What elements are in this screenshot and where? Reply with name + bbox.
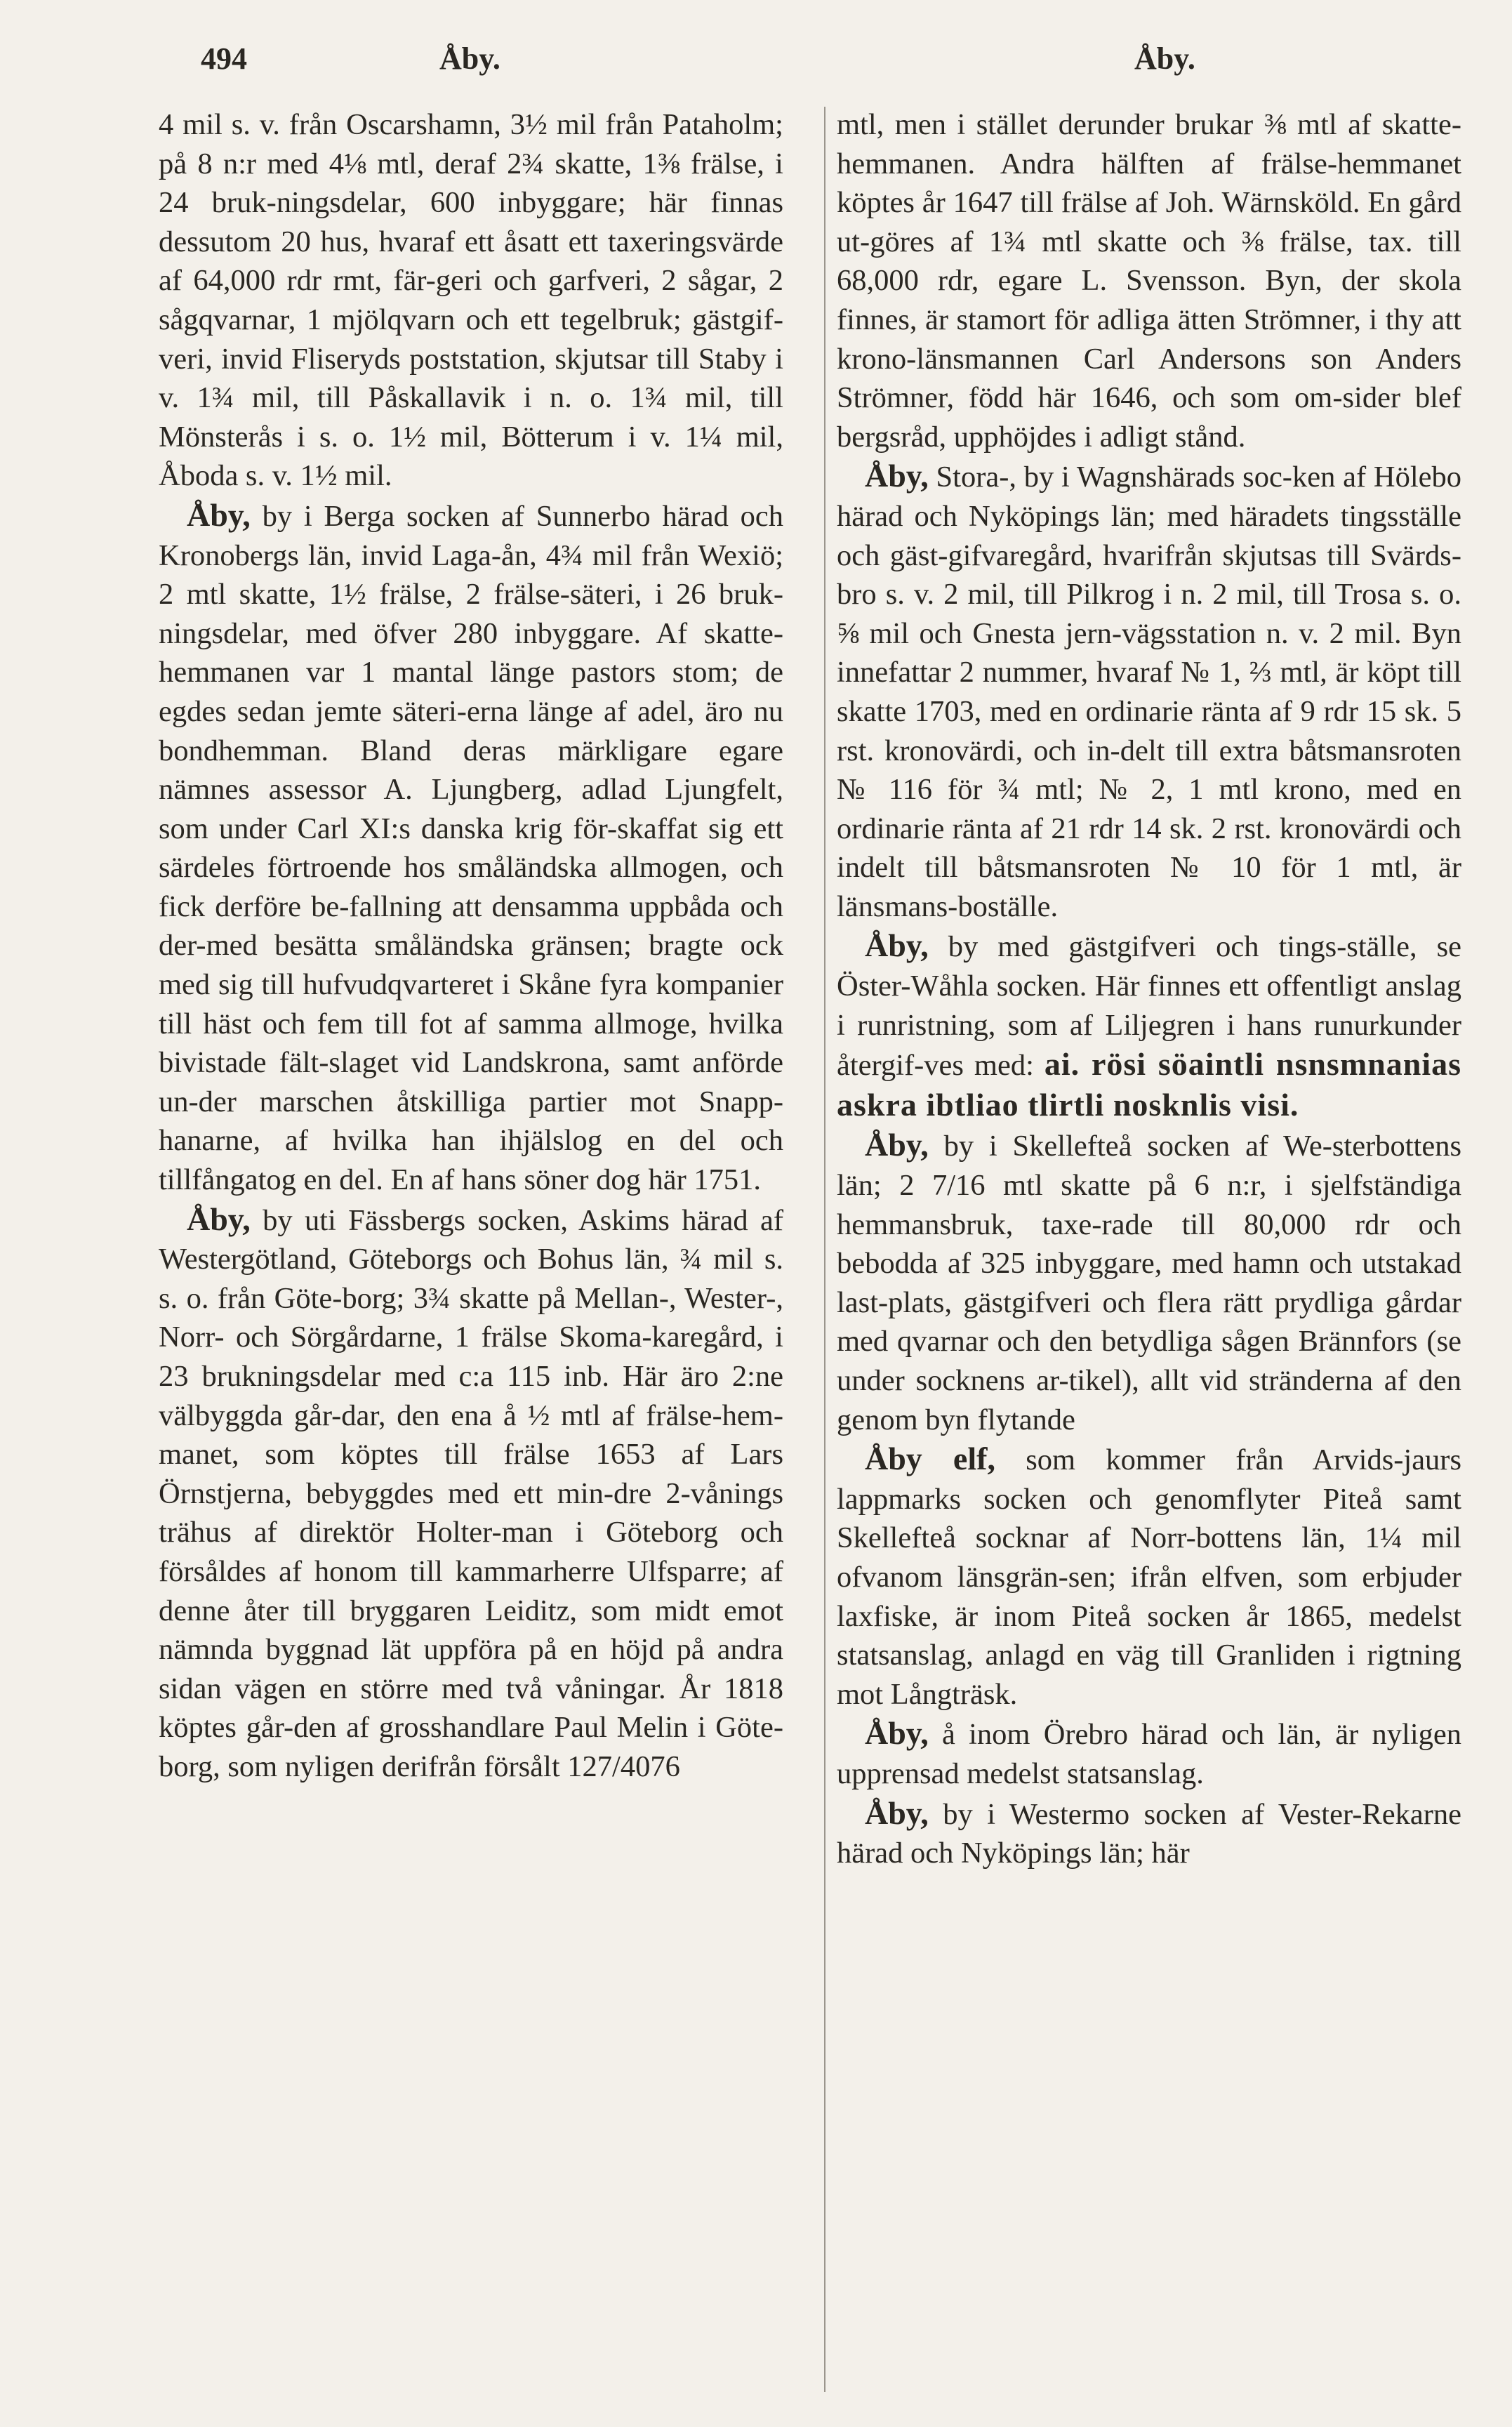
entry-aby-skelleftea (837, 1125, 1461, 1439)
entry-aby-oster-wahla (837, 926, 1461, 1125)
entry-headword: Åby, (865, 458, 929, 494)
entry-headword: Åby elf, (865, 1441, 995, 1477)
entry-text: by i Skellefteå socken af We-sterbottens län; 2 7/16 mtl skatte på 6 n:r, i sjelfständiga hemmansbruk, taxe-rade till 80,000 rdr och bebodda af 325 inbyggare, med hamn och utstakad last-plats, gästgifveri och flera rätt prydliga gårdar med qvarnar och den betydliga sågen Brännfors (se under socknens ar-tikel), allt vid stränderna af den genom byn flytande (837, 1130, 1461, 1436)
entry-headword: Åby, (865, 1794, 929, 1831)
right-column (837, 105, 1461, 1873)
entry-text: å inom Örebro härad och län, är nyligen upprensad medelst statsanslag. (837, 1718, 1461, 1790)
entry-continuation (837, 105, 1461, 456)
entry-headword: Åby, (865, 1127, 929, 1163)
running-head-left: Åby. (439, 41, 500, 76)
entry-aby-westermo (837, 1794, 1461, 1873)
entry-headword: Åby, (865, 1715, 929, 1752)
page-header (0, 41, 1512, 83)
entry-continuation (159, 105, 783, 496)
entry-aby-orebro (837, 1714, 1461, 1793)
left-column (159, 105, 783, 1787)
entry-headword: Åby, (187, 496, 251, 533)
entry-aby-stora (837, 456, 1461, 926)
entry-text: Stora-, by i Wagnshärads soc-ken af Hölebo härad och Nyköpings län; med häradets tingsställe och gäst-gifvaregård, hvarifrån skjutsas till Svärds-bro s. v. 2 mil, till Pilkrog i n. 2 mil, till Trosa s. o. ⅝ mil och Gnesta jern-vägsstation n. v. 2 mil. Byn innefattar 2 nummer, hvaraf № 1, ⅔ mtl, är köpt till skatte 1703, med en ordinarie ränta af 9 rdr 15 sk. 5 rst. kronovärdi, och in-delt till extra båtsmansroten № 116 för ¾ mtl; № 2, 1 mtl krono, med en ordinarie ränta af 21 rdr 14 sk. 2 rst. kronovärdi och indelt till båtsmansroten № 10 för 1 mtl, är länsmans-boställe. (837, 461, 1461, 923)
entry-headword: Åby, (187, 1201, 251, 1237)
entry-aby-fassberg (159, 1200, 783, 1787)
runic-inscription: ai. rösi söaintli nsnsmnanias askra ibtliao tlirtli nosknlis visi. (837, 1046, 1461, 1123)
entry-text: by i Westermo socken af Vester-Rekarne härad och Nyköpings län; här (837, 1797, 1461, 1870)
entry-text: 4 mil s. v. från Oscarshamn, 3½ mil från Pataholm; på 8 n:r med 4⅛ mtl, deraf 2¾ skatte, 1⅜ frälse, i 24 bruk-ningsdelar, 600 inbyggare; här finnas dessutom 20 hus, hvaraf ett åsatt ett taxeringsvärde af 64,000 rdr rmt, fär-geri och garfveri, 2 sågar, 2 sågqvarnar, 1 mjölqvarn och ett tegelbruk; gästgif-veri, invid Fliseryds poststation, skjutsar till Staby i v. 1¾ mil, till Påskallavik i n. o. 1¾ mil, till Mönsterås i s. o. 1½ mil, Bötterum i v. 1¼ mil, Åboda s. v. 1½ mil. (159, 108, 783, 493)
entry-text: som kommer från Arvids-jaurs lappmarks socken och genomflyter Piteå samt Skellefteå socknar af Norr-bottens län, 1¼ mil ofvanom länsgrän-sen; ifrån elfven, som erbjuder laxfiske, är inom Piteå socken år 1865, medelst statsanslag, anlagd en väg till Granliden i rigtning mot Långträsk. (837, 1443, 1461, 1711)
entry-headword: Åby, (865, 927, 929, 964)
entry-text: mtl, men i stället derunder brukar ⅜ mtl af skatte-hemmanen. Andra hälften af frälse-hemmanet köptes år 1647 till frälse af Joh. Wärnsköld. En gård ut-göres af 1¾ mtl skatte och ⅜ frälse, tax. till 68,000 rdr, egare L. Svensson. Byn, der skola finnes, är stamort för adliga ätten Strömner, i thy att krono-länsmannen Carl Andersons son Anders Strömner, född här 1646, och som om-sider blef bergsråd, upphöjdes i adligt stånd. (837, 108, 1461, 454)
column-divider (824, 107, 825, 2392)
entry-text: by uti Fässbergs socken, Askims härad af Westergötland, Göteborgs och Bohus län, ¾ mil s. s. o. från Göte-borg; 3¾ skatte på Mellan-, Wester-, Norr- och Sörgårdarne, 1 frälse Skoma-karegård, i 23 brukningsdelar med c:a 115 inb. Här äro 2:ne välbyggda går-dar, den ena å ½ mtl af frälse-hem-manet, som köptes till frälse 1653 af Lars Örnstjerna, bebyggdes med ett min-dre 2-vånings trähus af direktör Holter-man i Göteborg och försåldes af honom till kammarherre Ulfsparre; af denne åter till bryggaren Leiditz, som midt emot nämnda byggnad lät uppföra på en höjd på andra sidan vägen en större med två våningar. År 1818 köptes går-den af grosshandlare Paul Melin i Göte-borg, som nyligen derifrån försålt 127/4076 (159, 1203, 784, 1783)
entry-text: by med gästgifveri och tings-ställe, se Öster-Wåhla socken. Här finnes ett offentligt anslag i runristning, som af Liljegren i hans runurkunder återgif-ves med: (837, 930, 1462, 1083)
entry-text: by i Berga socken af Sunnerbo härad och Kronobergs län, invid Laga-ån, 4¾ mil från Wexiö; 2 mtl skatte, 1½ frälse, 2 frälse-säteri, i 26 bruk-ningsdelar, med öfver 280 inbyggare. Af skatte-hemmanen var 1 mantal länge pastors stom; de egdes sedan jemte säteri-erna länge af adel, äro nu bondhemman. Bland deras märkligare egare nämnes assessor A. Ljungberg, adlad Ljungfelt, som under Carl XI:s danska krig för-skaffat sig ett särdeles förtroende hos småländska allmogen, och fick derföre be-fallning att densamma uppbåda och der-med besätta småländska gränsen; bragte ock med sig till hufvudqvarteret i Skåne fyra kompanier till häst och fem till fot af samma allmoge, hvilka bivistade fält-slaget vid Landskrona, samt anförde un-der marschen åtskilliga partier mot Snapp-hanarne, af hvilka han ihjälslog en del och tillfångatog en del. En af hans söner dog här 1751. (159, 499, 784, 1197)
entry-aby-elf (837, 1439, 1461, 1714)
entry-aby-berga (159, 496, 783, 1200)
page-number: 494 (201, 41, 247, 76)
running-head-right: Åby. (1134, 41, 1195, 76)
